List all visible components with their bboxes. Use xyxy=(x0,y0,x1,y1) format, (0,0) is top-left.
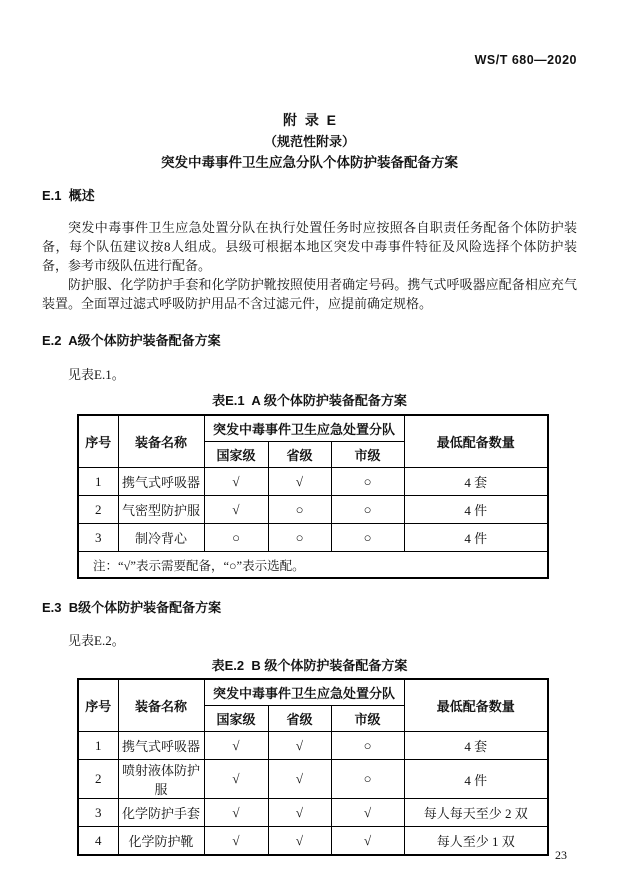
cell-provincial: √ xyxy=(268,732,331,760)
column-header-min-qty: 最低配备数量 xyxy=(404,415,548,468)
cell-municipal: ○ xyxy=(331,760,404,799)
cell-min-qty: 4 套 xyxy=(404,732,548,760)
cell-min-qty: 每人至少 1 双 xyxy=(404,827,548,856)
column-header-no: 序号 xyxy=(78,679,118,732)
appendix-label: 附 录 E xyxy=(283,112,336,128)
appendix-type-label: （规范性附录） xyxy=(263,134,355,149)
column-header-provincial: 省级 xyxy=(268,706,331,732)
cell-municipal: ○ xyxy=(331,732,404,760)
cell-name: 携气式呼吸器 xyxy=(118,468,204,496)
cell-provincial: √ xyxy=(268,827,331,856)
cell-national: √ xyxy=(204,468,268,496)
cell-no: 4 xyxy=(78,827,118,856)
cell-no: 1 xyxy=(78,732,118,760)
cell-min-qty: 4 件 xyxy=(404,760,548,799)
equipment-table-a-level xyxy=(77,414,549,579)
cell-national: √ xyxy=(204,827,268,856)
table-header-row xyxy=(78,415,548,442)
column-header-national: 国家级 xyxy=(204,442,268,468)
table-row xyxy=(78,827,548,856)
table-e1-caption: 表E.1 A 级个体防护装备配备方案 xyxy=(212,393,407,408)
table-note: 注：“√”表示需要配备，“○”表示选配。 xyxy=(78,552,548,579)
cell-national: √ xyxy=(204,496,268,524)
cell-national: ○ xyxy=(204,524,268,552)
cell-name: 化学防护靴 xyxy=(118,827,204,856)
standard-reference: WS/T 680—2020 xyxy=(474,53,577,67)
cell-provincial: √ xyxy=(268,468,331,496)
cell-provincial: ○ xyxy=(268,496,331,524)
cell-municipal: ○ xyxy=(331,468,404,496)
cell-name: 喷射液体防护服 xyxy=(118,760,204,799)
cell-national: √ xyxy=(204,732,268,760)
column-header-national: 国家级 xyxy=(204,706,268,732)
cell-provincial: √ xyxy=(268,760,331,799)
cell-national: √ xyxy=(204,760,268,799)
paragraph-overview-2: 防护服、化学防护手套和化学防护靴按照使用者确定号码。携气式呼吸器应配备相应充气装置。全面罩过滤式呼吸防护用品不含过滤元件，应提前确定规格。 xyxy=(42,277,577,311)
column-header-name: 装备名称 xyxy=(118,415,204,468)
column-header-no: 序号 xyxy=(78,415,118,468)
cell-no: 3 xyxy=(78,799,118,827)
cell-no: 3 xyxy=(78,524,118,552)
table-row xyxy=(78,468,548,496)
cell-no: 2 xyxy=(78,496,118,524)
cell-national: √ xyxy=(204,799,268,827)
column-header-provincial: 省级 xyxy=(268,442,331,468)
section-e2-heading: E.2 A级个体防护装备配备方案 xyxy=(42,333,221,348)
section-e3-heading: E.3 B级个体防护装备配备方案 xyxy=(42,600,222,615)
table-e2-reference: 见表E.2。 xyxy=(68,633,125,648)
page-number: 23 xyxy=(555,848,567,862)
table-row xyxy=(78,799,548,827)
section-e1-body xyxy=(42,218,577,313)
table-row xyxy=(78,496,548,524)
cell-no: 2 xyxy=(78,760,118,799)
table-row xyxy=(78,732,548,760)
cell-name: 化学防护手套 xyxy=(118,799,204,827)
cell-name: 制冷背心 xyxy=(118,524,204,552)
table-e1-reference: 见表E.1。 xyxy=(68,367,125,382)
table-e2-caption: 表E.2 B 级个体防护装备配备方案 xyxy=(211,658,408,673)
cell-provincial: ○ xyxy=(268,524,331,552)
cell-municipal: √ xyxy=(331,799,404,827)
cell-municipal: ○ xyxy=(331,524,404,552)
table-note-row xyxy=(78,552,548,579)
cell-min-qty: 4 件 xyxy=(404,524,548,552)
paragraph-overview-1: 突发中毒事件卫生应急处置分队在执行处置任务时应按照各自职责任务配备个体防护装备，每个队伍建议按8人组成。县级可根据本地区突发中毒事件特征及风险选择个体防护装备，参考市级队伍进行配备。 xyxy=(42,220,577,273)
cell-no: 1 xyxy=(78,468,118,496)
column-header-name: 装备名称 xyxy=(118,679,204,732)
cell-municipal: ○ xyxy=(331,496,404,524)
section-e1-heading: E.1 概述 xyxy=(42,188,95,203)
column-header-municipal: 市级 xyxy=(331,706,404,732)
cell-name: 气密型防护服 xyxy=(118,496,204,524)
column-header-min-qty: 最低配备数量 xyxy=(404,679,548,732)
column-header-municipal: 市级 xyxy=(331,442,404,468)
column-header-group: 突发中毒事件卫生应急处置分队 xyxy=(204,415,404,442)
table-row xyxy=(78,760,548,799)
cell-municipal: √ xyxy=(331,827,404,856)
table-row xyxy=(78,524,548,552)
table-header-row xyxy=(78,679,548,706)
appendix-title: 突发中毒事件卫生应急分队个体防护装备配备方案 xyxy=(161,155,458,170)
cell-min-qty: 4 件 xyxy=(404,496,548,524)
cell-min-qty: 4 套 xyxy=(404,468,548,496)
cell-provincial: √ xyxy=(268,799,331,827)
column-header-group: 突发中毒事件卫生应急处置分队 xyxy=(204,679,404,706)
cell-name: 携气式呼吸器 xyxy=(118,732,204,760)
equipment-table-b-level xyxy=(77,678,549,856)
cell-min-qty: 每人每天至少 2 双 xyxy=(404,799,548,827)
